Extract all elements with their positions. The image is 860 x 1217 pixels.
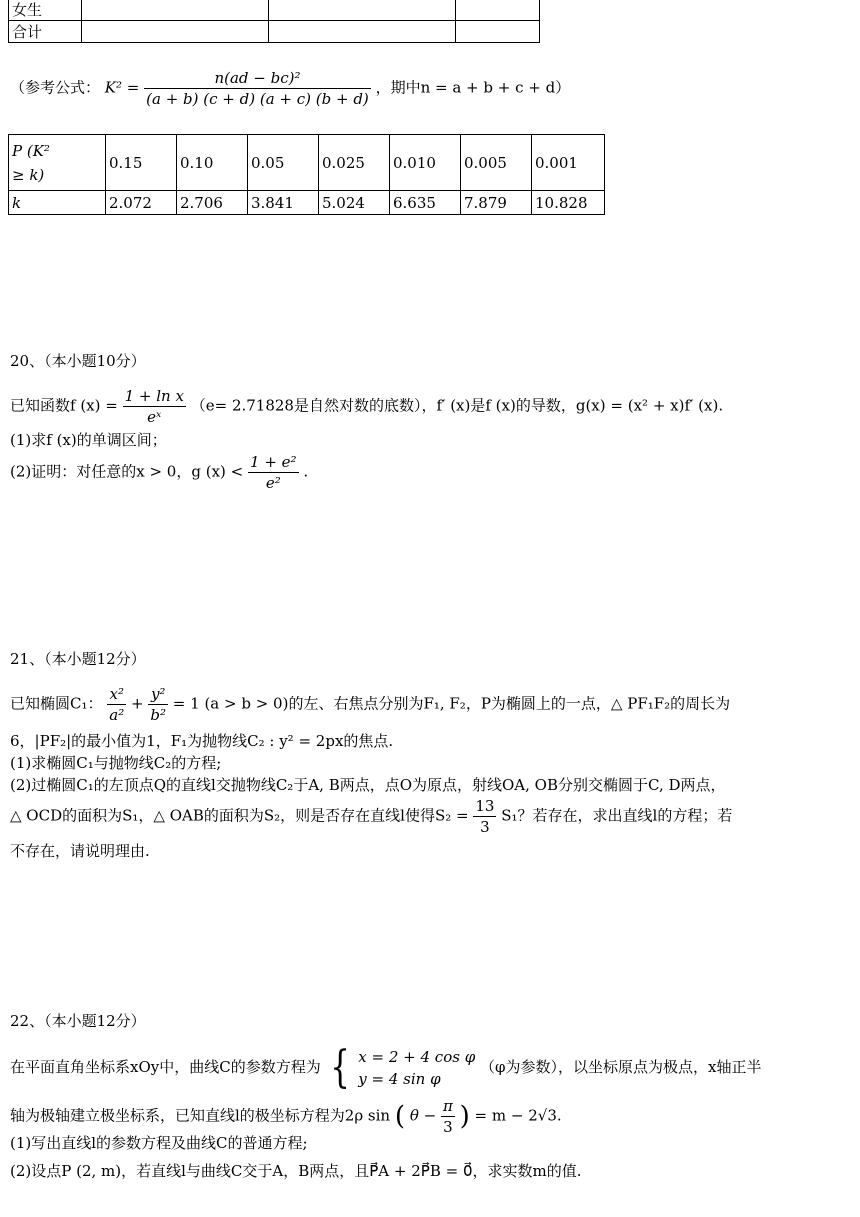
p-value-cell: 0.010	[390, 135, 461, 191]
k-value-cell: 2.706	[177, 191, 248, 215]
p-value-cell: 0.15	[106, 135, 177, 191]
parametric-system: x = 2 + 4 cos φ y = 4 sin φ	[358, 1048, 476, 1088]
k-value-cell: 6.635	[390, 191, 461, 215]
q21-header: 21、（本小题12分）	[10, 650, 146, 668]
k-value-cell: 3.841	[248, 191, 319, 215]
header-cell: P (K² ≥ k)	[9, 135, 106, 191]
q21-line-4: (2)过椭圆C₁的左顶点Q的直线l交抛物线C₂于A, B两点，点O为原点，射线OA, OB分别交椭圆于C, D两点，	[10, 776, 726, 794]
p-value-cell: 0.10	[177, 135, 248, 191]
top-table	[8, 0, 540, 43]
q22-line-1: 在平面直角坐标系xOy中，曲线C的参数方程为 { x = 2 + 4 cos φ y = 4 sin φ （φ为参数），以坐标原点为极点，x轴正半	[10, 1042, 762, 1093]
critical-value-table	[8, 134, 605, 215]
table-row-label: 合计	[9, 21, 82, 43]
q21-line-1: 已知椭圆C₁： $\frac{\text{x²}}{\text{a²}}$ + $\frac{\text{y²}}{\text{b²}}$ = 1 (a > b > 0)的左、右焦点分别为F₁, F₂，P为椭圆上的一点，△ PF₁F₂的周长为	[10, 685, 731, 724]
q20-line-1: 已知函数f (x) = $\frac{\text{1 + ln x}}{\text{eˣ}}$ （e= 2.71828是自然对数的底数），f′ (x)是f (x)的导数，g(x) = (x² + x)f′ (x).	[10, 387, 724, 426]
q22-header: 22、（本小题12分）	[10, 1012, 146, 1030]
q20-line-3: (2)证明：对任意的x > 0，g (x) < $\frac{\text{1 + e²}}{\text{e²}}$ .	[10, 453, 309, 492]
right-paren-icon: )	[459, 1101, 470, 1132]
q22-line-2: 轴为极轴建立极坐标系，已知直线l的极坐标方程为2ρ sin ( θ − $\frac{\pi}{3}$ ) = m − 2√3.	[10, 1097, 562, 1136]
table-row-label: 女生	[9, 0, 82, 21]
left-paren-icon: (	[394, 1101, 406, 1132]
q22-line-4: (2)设点P (2, m)，若直线l与曲线C交于A，B两点，且P⃗A + 2P⃗B = 0⃗，求实数m的值.	[10, 1162, 582, 1180]
q21-line-5: △ OCD的面积为S₁，△ OAB的面积为S₂，则是否存在直线l使得S₂ = $\frac{13}{3}$ S₁？若存在，求出直线l的方程；若	[10, 797, 733, 836]
q21-line-6: 不存在，请说明理由.	[10, 842, 150, 860]
left-brace-icon: {	[329, 1042, 350, 1093]
k-value-cell: 10.828	[532, 191, 605, 215]
formula-fraction: $\frac{\text{n(ad − bc)²}}{(a + b) (c + d) (a + c) (b + d)}$	[146, 69, 369, 108]
q21-line-2: 6，|PF₂|的最小值为1，F₁为抛物线C₂ : y² = 2px的焦点.	[10, 732, 394, 750]
p-value-cell: 0.005	[461, 135, 532, 191]
p-value-cell: 0.025	[319, 135, 390, 191]
k-value-cell: 5.024	[319, 191, 390, 215]
q22-line-3: (1)写出直线l的参数方程及曲线C的普通方程;	[10, 1134, 308, 1152]
reference-formula: （参考公式： K² = $\frac{\text{n(ad − bc)²}}{(a + b) (c + d) (a + c) (b + d)}$ ，期中n = a + b + c + d）	[10, 69, 571, 108]
p-value-cell: 0.001	[532, 135, 605, 191]
q20-header: 20、（本小题10分）	[10, 352, 146, 370]
q21-line-3: (1)求椭圆C₁与抛物线C₂的方程;	[10, 754, 222, 772]
k-value-cell: 7.879	[461, 191, 532, 215]
p-value-cell: 0.05	[248, 135, 319, 191]
k-value-cell: 2.072	[106, 191, 177, 215]
k-label-cell: k	[9, 191, 106, 215]
q20-line-2: (1)求f (x)的单调区间；	[10, 431, 167, 449]
